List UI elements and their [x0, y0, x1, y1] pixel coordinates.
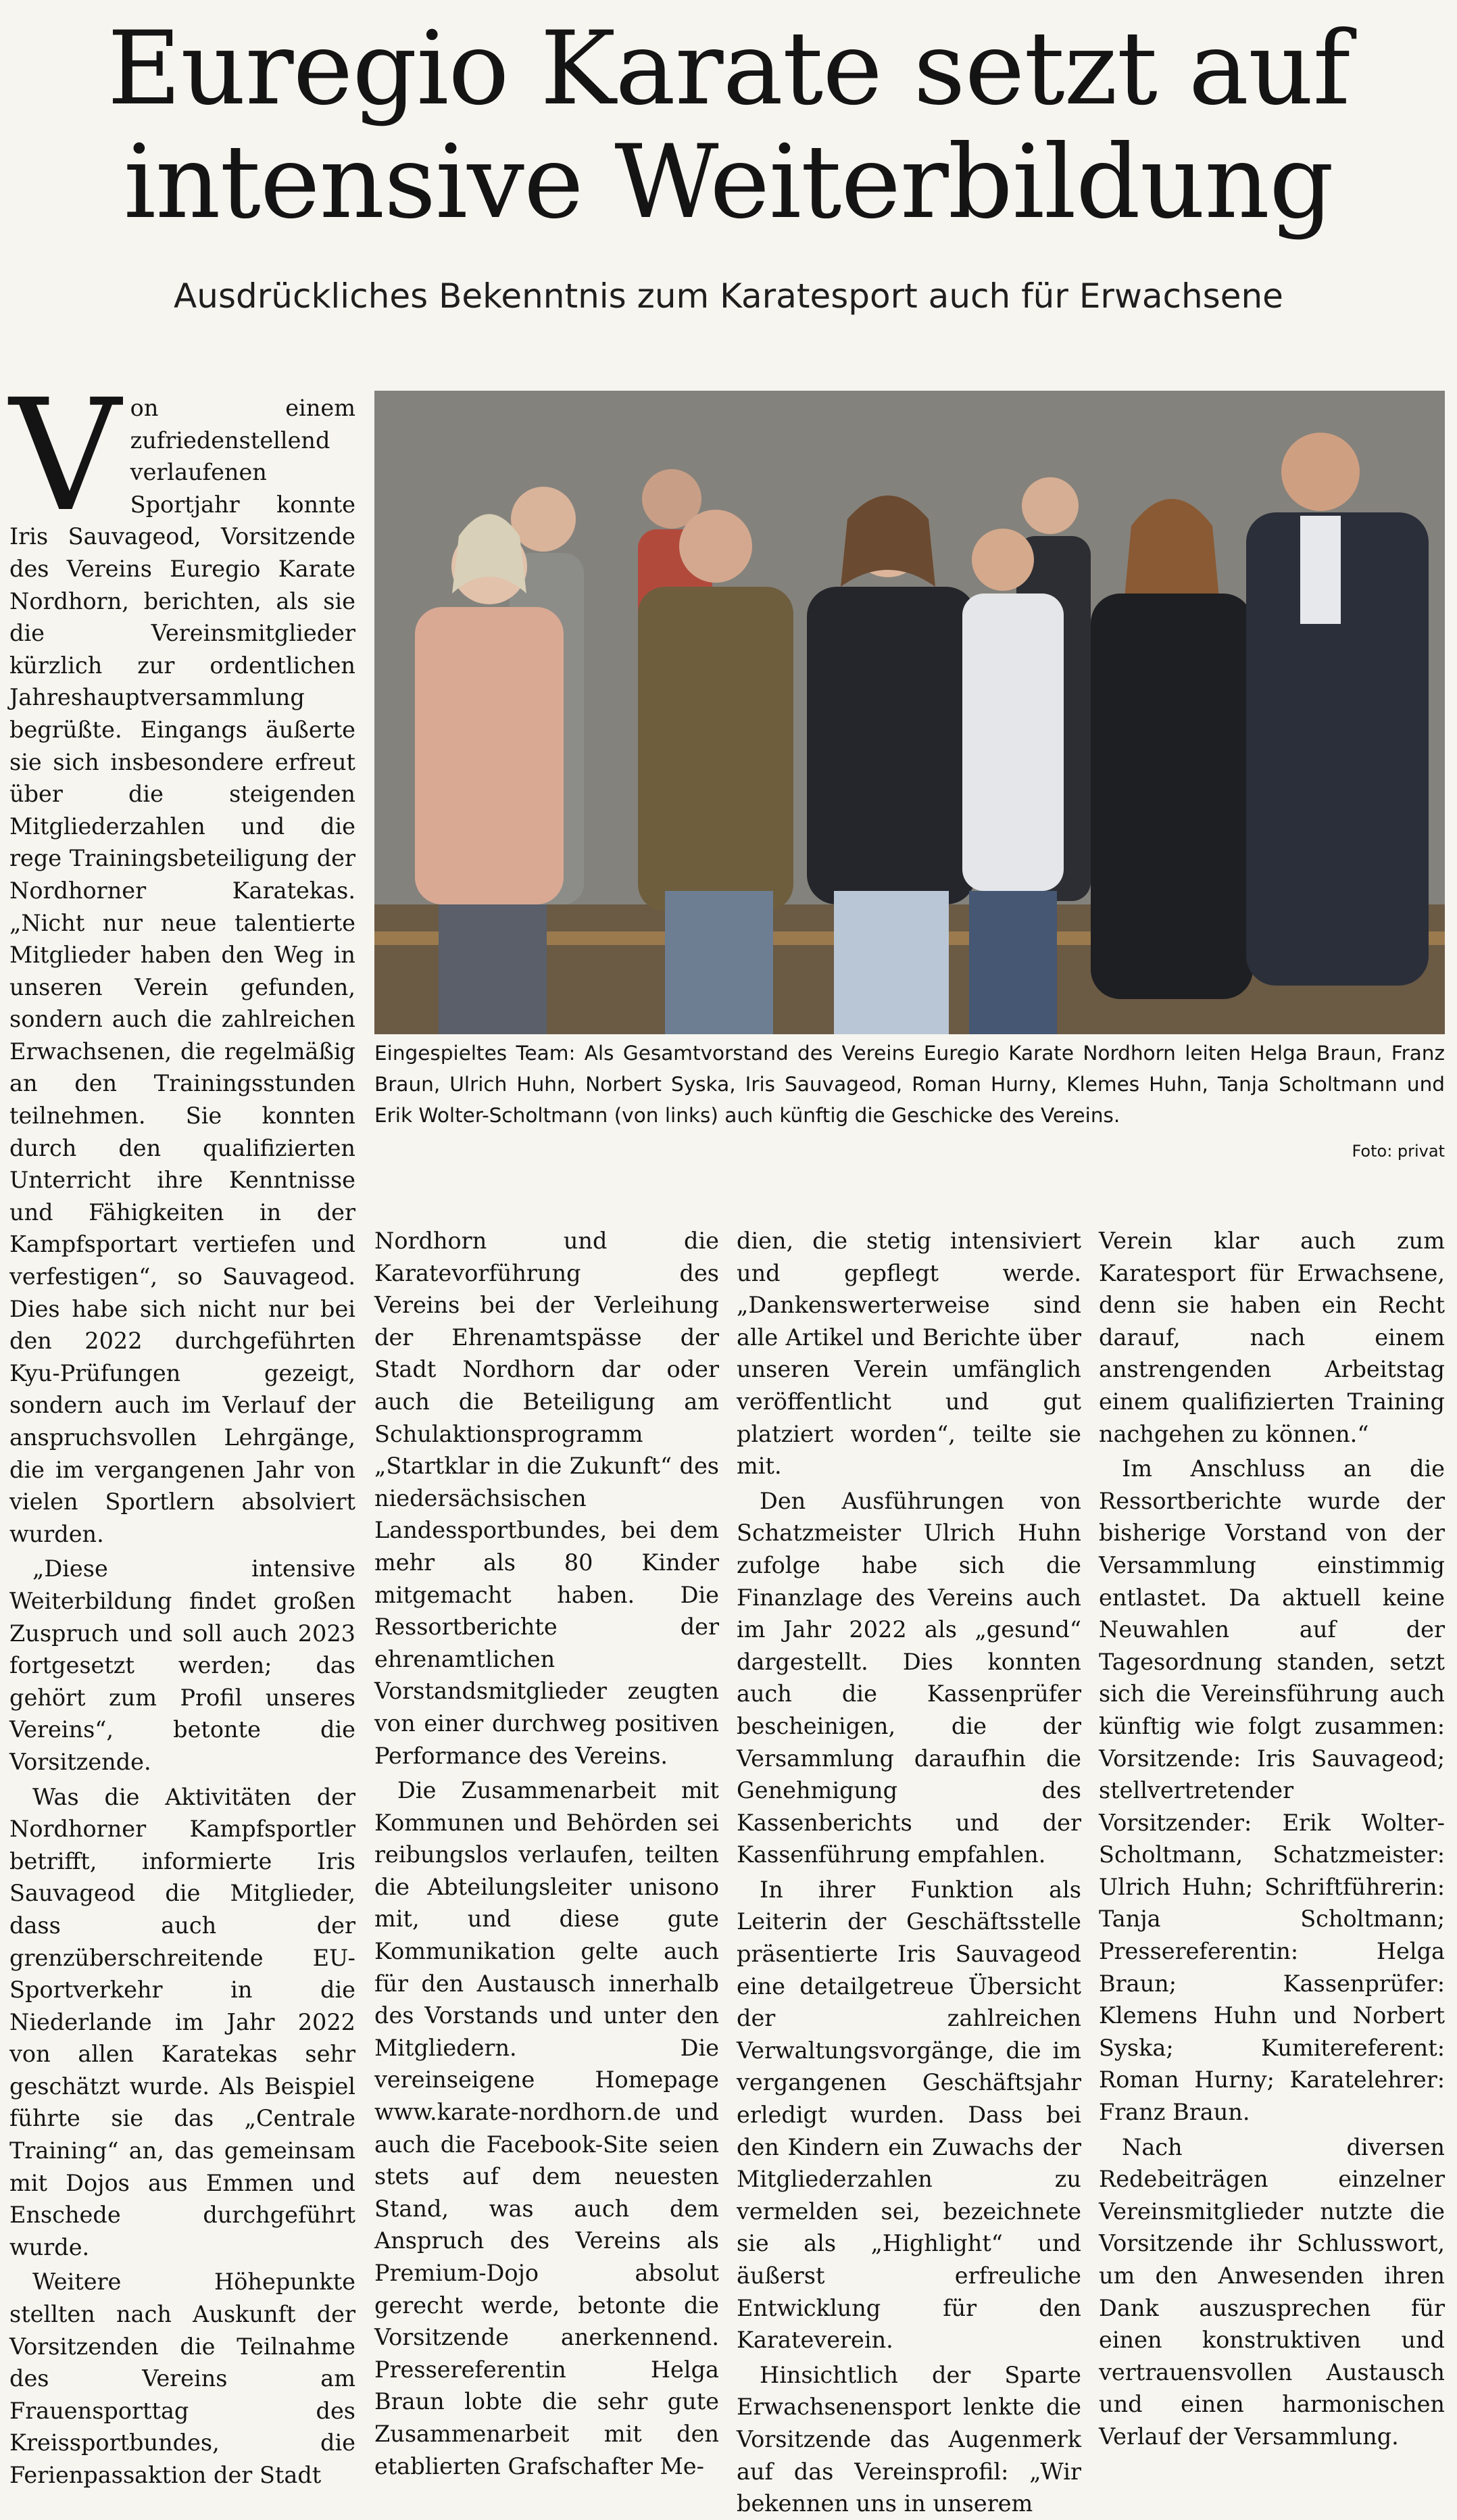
person-6 [1246, 433, 1429, 986]
paragraph: Nordhorn und die Karatevorführung des Vereins bei der Verleihung der Ehrenamtspässe der Stadt Nordhorn dar oder auch die Beteiligung am Schulaktionsprogramm „Startklar in die Zukunft“ des niedersächsischen Landessportbundes, bei dem mehr als 80 Kinder mitgemacht haben. Die Ressortberichte der ehrenamtlichen Vorstandsmitglieder zeugten von einer durchweg positiven Performance des Vereins. [374, 1228, 719, 1769]
paragraph: Verein klar auch zum Karatesport für Erwachsene, denn sie haben ein Recht darauf, nach einem anstrengenden Arbeitstag einem qualifizierten Training nachgehen zu können.“ [1099, 1228, 1445, 1447]
paragraph: Im Anschluss an die Ressortberichte wurde der bisherige Vorstand von der Versammlung einstimmig entlastet. Da aktuell keine Neuwahlen auf der Tagesordnung standen, setzt sich die Vereinsführung auch künftig wie folgt zusammen: Vorsitzende: Iris Sauvageod; stellvertretender Vorsitzender: Erik Wolter-Scholtmann, Schatzmeister: Ulrich Huhn; Schriftführerin: Tanja Scholtmann; Pressereferentin: Helga Braun; Kassenprüfer: Klemens Huhn und Norbert Syska; Kumitereferent: Roman Hurny; Karatelehrer: Franz Braun. [1099, 1455, 1445, 2126]
subheadline: Ausdrückliches Bekenntnis zum Karatesport auch für Erwachsene [174, 276, 1283, 316]
photo-caption: Eingespieltes Team: Als Gesamtvorstand des Vereins Euregio Karate Nordhorn leiten Helga Braun, Franz Braun, Ulrich Huhn, Norbert Syska, Iris Sauvageod, Roman Hurny, Klemes Huhn, Tanja Scholtmann und Erik Wolter-Scholtmann (von links) auch künftig die Geschicke des Vereins. [374, 1042, 1445, 1127]
photo-credit: Foto: privat [1352, 1142, 1445, 1161]
drop-cap: V [9, 366, 121, 546]
paragraph: „Diese intensive Weiterbildung findet großen Zuspruch und soll auch 2023 fortgesetzt werden; das gehört zum Profil unseres Vereins“, betonte die Vorsitzende. [9, 1555, 355, 1775]
paragraph: Die Zusammenarbeit mit Kommunen und Behörden sei reibungslos verlaufen, teilten die Abteilungsleiter unisono mit, und diese gute Kommunikation gelte auch für den Austausch innerhalb des Vorstands und unter den Mitgliedern. Die vereinseigene Homepage www.karate-nordhorn.de und auch die Facebook-Site seien stets auf dem neuesten Stand, was auch dem Anspruch des Vereins als Premium-Dojo absolut gerecht werde, betonte die Vorsitzende anerkennend. Pressereferentin Helga Braun lobte die sehr gute Zusammenarbeit mit den etablierten Grafschafter Me- [374, 1777, 719, 2479]
paragraph-text: on einem zufriedenstellend verlaufenen Sportjahr konnte Iris Sauvageod, Vorsitzende des Vereins Euregio Karate Nordhorn, berichten, als sie die Vereinsmitglieder kürzlich zur ordentlichen Jahreshauptversammlung begrüßte. Eingangs äußerte sie sich insbesondere erfreut über die steigenden Mitgliederzahlen und die rege Trainingsbeteiligung der Nordhorner Karatekas. „Nicht nur neue talentierte Mitglieder haben den Weg in unseren Verein gefunden, sondern auch die zahlreichen Erwachsenen, die regelmäßig an den Trainingsstunden teilnehmen. Sie konnten durch den qualifizierten Unterricht ihre Kenntnisse und Fähigkeiten in der Kampfsportart vertiefen und verfestigen“, so Sauvageod. Dies habe sich nicht nur bei den 2022 durchgeführten Kyu-Prüfungen gezeigt, sondern auch im Verlauf der anspruchsvollen Lehrgänge, die im vergangenen Jahr von vielen Sportlern absolviert wurden. [9, 395, 355, 1547]
headline-line-2: intensive Weiterbildung [123, 124, 1334, 241]
person-4 [962, 529, 1064, 1034]
article-column-3 [737, 1225, 1081, 2520]
paragraph [9, 366, 355, 1550]
paragraph: Hinsichtlich der Sparte Erwachsenensport lenkte die Vorsitzende das Augenmerk auf das Vereinsprofil: „Wir bekennen uns in unserem [737, 2361, 1081, 2517]
article-column-4 [1099, 1225, 1445, 2453]
paragraph: dien, die stetig intensiviert und gepflegt werde. „Dankenswerterweise sind alle Artikel und Berichte über unseren Verein umfänglich veröffentlicht und gut platziert worden“, teilte sie mit. [737, 1228, 1081, 1480]
article-column-2 [374, 1225, 719, 2482]
paragraph: Weitere Höhepunkte stellten nach Auskunft der Vorsitzenden die Teilnahme des Vereins am Frauensporttag des Kreissportbundes, die Ferienpassaktion der Stadt [9, 2269, 355, 2488]
headline [0, 12, 1457, 239]
paragraph: In ihrer Funktion als Leiterin der Geschäftsstelle präsentierte Iris Sauvageod eine detailgetreue Übersicht der zahlreichen Verwaltungsvorgänge, die im vergangenen Geschäftsjahr erledigt wurden. Dass bei den Kindern ein Zuwachs der Mitgliederzahlen zu vermelden sei, bezeichnete sie als „Highlight“ und äußerst erfreuliche Entwicklung für den Karateverein. [737, 1876, 1081, 2354]
team-photo [374, 391, 1445, 1034]
paragraph: Was die Aktivitäten der Nordhorner Kampfsportler betrifft, informierte Iris Sauvageod die Mitglieder, dass auch der grenzüberschreitende EU-Sportverkehr in die Niederlande im Jahr 2022 von allen Karatekas sehr geschätzt wurde. Als Beispiel führte sie das „Centrale Training“ an, das gemeinsam mit Dojos aus Emmen und Enschede durchgeführt wurde. [9, 1783, 355, 2260]
paragraph: Nach diversen Redebeiträgen einzelner Vereinsmitglieder nutzte die Vorsitzende ihr Schlusswort, um den Anwesenden ihren Dank auszusprechen für einen konstruktiven und vertrauensvollen Austausch und einen harmonischen Verlauf der Versammlung. [1099, 2133, 1445, 2450]
team-photo-illustration [374, 391, 1445, 1034]
article-column-1 [9, 366, 355, 2492]
headline-line-1: Euregio Karate setzt auf [107, 10, 1350, 128]
paragraph: Den Ausführungen von Schatzmeister Ulrich Huhn zufolge habe sich die Finanzlage des Vereins auch im Jahr 2022 als „gesund“ dargestellt. Dies konnten auch die Kassenprüfer bescheinigen, die der Versammlung daraufhin die Genehmigung des Kassenberichts und der Kassenführung empfahlen. [737, 1487, 1081, 1868]
